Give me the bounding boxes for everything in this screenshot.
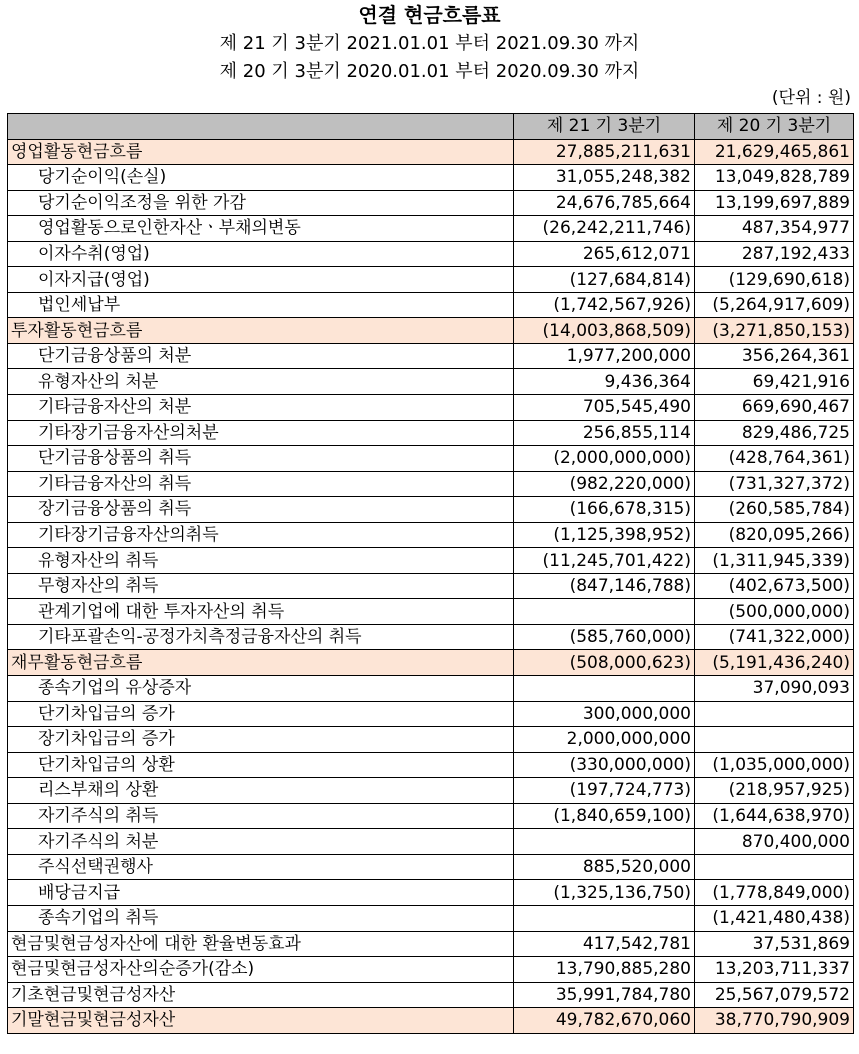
header-prior-period: 제 20 기 3분기 [695, 114, 854, 140]
row-label: 주식선택권행사 [8, 854, 514, 880]
row-label: 장기금융상품의 취득 [8, 497, 514, 523]
prior-period-value: 37,090,093 [695, 676, 854, 702]
row-label: 기타장기금융자산의취득 [8, 522, 514, 548]
current-period-value: (508,000,623) [514, 650, 695, 676]
row-label: 리스부채의 상환 [8, 778, 514, 804]
current-period-value: (11,245,701,422) [514, 548, 695, 574]
prior-period-value: 21,629,465,861 [695, 139, 854, 165]
table-row [8, 1008, 854, 1034]
prior-period-value: 37,531,869 [695, 931, 854, 957]
current-period-value: 24,676,785,664 [514, 190, 695, 216]
prior-period-value: 38,770,790,909 [695, 1008, 854, 1034]
prior-period-value: 69,421,916 [695, 369, 854, 395]
table-row [8, 369, 854, 395]
current-period-value: 31,055,248,382 [514, 165, 695, 191]
cash-flow-table [7, 113, 854, 1034]
row-label: 당기순이익(손실) [8, 165, 514, 191]
row-label: 현금및현금성자산에 대한 환율변동효과 [8, 931, 514, 957]
table-row [8, 905, 854, 931]
row-label: 법인세납부 [8, 292, 514, 318]
row-label: 기초현금및현금성자산 [8, 982, 514, 1008]
current-period-value: (1,840,659,100) [514, 803, 695, 829]
table-header-row [8, 114, 854, 140]
row-label: 장기차입금의 증가 [8, 727, 514, 753]
row-label: 기타금융자산의 처분 [8, 395, 514, 421]
row-label: 유형자산의 처분 [8, 369, 514, 395]
prior-period-value: 287,192,433 [695, 241, 854, 267]
current-period-value [514, 829, 695, 855]
prior-period-value: 13,203,711,337 [695, 957, 854, 983]
table-row [8, 676, 854, 702]
prior-period-value: (129,690,618) [695, 267, 854, 293]
table-row [8, 395, 854, 421]
table-row [8, 701, 854, 727]
header-label-col [8, 114, 514, 140]
row-label: 단기차입금의 증가 [8, 701, 514, 727]
current-period-value: (1,125,398,952) [514, 522, 695, 548]
row-label: 자기주식의 처분 [8, 829, 514, 855]
row-label: 투자활동현금흐름 [8, 318, 514, 344]
prior-period-value [695, 854, 854, 880]
row-label: 당기순이익조정을 위한 가감 [8, 190, 514, 216]
table-row [8, 931, 854, 957]
table-row [8, 548, 854, 574]
table-body [8, 139, 854, 1033]
row-label: 영업활동현금흐름 [8, 139, 514, 165]
current-period-value: 2,000,000,000 [514, 727, 695, 753]
row-label: 기타장기금융자산의처분 [8, 420, 514, 446]
current-period-value: 9,436,364 [514, 369, 695, 395]
row-label: 기말현금및현금성자산 [8, 1008, 514, 1034]
current-period-value: 256,855,114 [514, 420, 695, 446]
row-label: 재무활동현금흐름 [8, 650, 514, 676]
prior-period-value: (428,764,361) [695, 446, 854, 472]
prior-period-value: (1,644,638,970) [695, 803, 854, 829]
prior-period-value: (5,264,917,609) [695, 292, 854, 318]
current-period-value: 27,885,211,631 [514, 139, 695, 165]
current-period-value: 1,977,200,000 [514, 343, 695, 369]
prior-period-value: 356,264,361 [695, 343, 854, 369]
prior-period-value: (3,271,850,153) [695, 318, 854, 344]
current-period-value [514, 676, 695, 702]
document-title: 연결 현금흐름표 [358, 3, 501, 27]
period-current: 제 21 기 3분기 2021.01.01 부터 2021.09.30 까지 [219, 33, 640, 54]
table-row [8, 497, 854, 523]
table-row [8, 267, 854, 293]
table-row [8, 471, 854, 497]
row-label: 종속기업의 유상증자 [8, 676, 514, 702]
prior-period-value: (5,191,436,240) [695, 650, 854, 676]
prior-period-value: (402,673,500) [695, 573, 854, 599]
current-period-value: 265,612,071 [514, 241, 695, 267]
row-label: 배당금지급 [8, 880, 514, 906]
table-row [8, 190, 854, 216]
table-row [8, 650, 854, 676]
table-row [8, 599, 854, 625]
current-period-value: 417,542,781 [514, 931, 695, 957]
table-row [8, 216, 854, 242]
table-row [8, 241, 854, 267]
current-period-value: 13,790,885,280 [514, 957, 695, 983]
table-row [8, 292, 854, 318]
current-period-value: (127,684,814) [514, 267, 695, 293]
table-row [8, 854, 854, 880]
prior-period-value: 829,486,725 [695, 420, 854, 446]
current-period-value: (585,760,000) [514, 624, 695, 650]
row-label: 단기차입금의 상환 [8, 752, 514, 778]
row-label: 기타포괄손익-공정가치측정금융자산의 취득 [8, 624, 514, 650]
table-row [8, 957, 854, 983]
table-row [8, 522, 854, 548]
header-current-period: 제 21 기 3분기 [514, 114, 695, 140]
unit-label: (단위 : 원) [771, 88, 851, 108]
prior-period-value: (260,585,784) [695, 497, 854, 523]
row-label: 관계기업에 대한 투자자산의 취득 [8, 599, 514, 625]
row-label: 이자지급(영업) [8, 267, 514, 293]
current-period-value: 885,520,000 [514, 854, 695, 880]
table-row [8, 343, 854, 369]
current-period-value: 35,991,784,780 [514, 982, 695, 1008]
current-period-value [514, 905, 695, 931]
current-period-value: (2,000,000,000) [514, 446, 695, 472]
current-period-value: 49,782,670,060 [514, 1008, 695, 1034]
table-row [8, 446, 854, 472]
prior-period-value [695, 727, 854, 753]
prior-period-value: (820,095,266) [695, 522, 854, 548]
prior-period-value: (1,035,000,000) [695, 752, 854, 778]
prior-period-value: (1,421,480,438) [695, 905, 854, 931]
prior-period-value: 13,199,697,889 [695, 190, 854, 216]
row-label: 이자수취(영업) [8, 241, 514, 267]
table-row [8, 573, 854, 599]
table-row [8, 829, 854, 855]
row-label: 무형자산의 취득 [8, 573, 514, 599]
table-row [8, 139, 854, 165]
row-label: 유형자산의 취득 [8, 548, 514, 574]
prior-period-value: (1,311,945,339) [695, 548, 854, 574]
table-row [8, 778, 854, 804]
current-period-value: 300,000,000 [514, 701, 695, 727]
current-period-value: (14,003,868,509) [514, 318, 695, 344]
table-row [8, 803, 854, 829]
current-period-value: (26,242,211,746) [514, 216, 695, 242]
current-period-value: 705,545,490 [514, 395, 695, 421]
current-period-value: (1,742,567,926) [514, 292, 695, 318]
prior-period-value: (731,327,372) [695, 471, 854, 497]
prior-period-value: (218,957,925) [695, 778, 854, 804]
prior-period-value: (1,778,849,000) [695, 880, 854, 906]
row-label: 단기금융상품의 처분 [8, 343, 514, 369]
row-label: 단기금융상품의 취득 [8, 446, 514, 472]
current-period-value: (847,146,788) [514, 573, 695, 599]
prior-period-value: 870,400,000 [695, 829, 854, 855]
table-row [8, 982, 854, 1008]
table-row [8, 727, 854, 753]
current-period-value: (166,678,315) [514, 497, 695, 523]
period-prior: 제 20 기 3분기 2020.01.01 부터 2020.09.30 까지 [219, 61, 640, 82]
current-period-value [514, 599, 695, 625]
prior-period-value: (741,322,000) [695, 624, 854, 650]
table-row [8, 420, 854, 446]
row-label: 영업활동으로인한자산ㆍ부채의변동 [8, 216, 514, 242]
current-period-value: (197,724,773) [514, 778, 695, 804]
current-period-value: (330,000,000) [514, 752, 695, 778]
table-row [8, 318, 854, 344]
prior-period-value: 25,567,079,572 [695, 982, 854, 1008]
row-label: 종속기업의 취득 [8, 905, 514, 931]
table-row [8, 880, 854, 906]
row-label: 현금및현금성자산의순증가(감소) [8, 957, 514, 983]
prior-period-value: 669,690,467 [695, 395, 854, 421]
row-label: 기타금융자산의 취득 [8, 471, 514, 497]
current-period-value: (1,325,136,750) [514, 880, 695, 906]
row-label: 자기주식의 취득 [8, 803, 514, 829]
prior-period-value: 13,049,828,789 [695, 165, 854, 191]
table-row [8, 752, 854, 778]
table-row [8, 165, 854, 191]
table-row [8, 624, 854, 650]
prior-period-value: 487,354,977 [695, 216, 854, 242]
prior-period-value: (500,000,000) [695, 599, 854, 625]
current-period-value: (982,220,000) [514, 471, 695, 497]
prior-period-value [695, 701, 854, 727]
